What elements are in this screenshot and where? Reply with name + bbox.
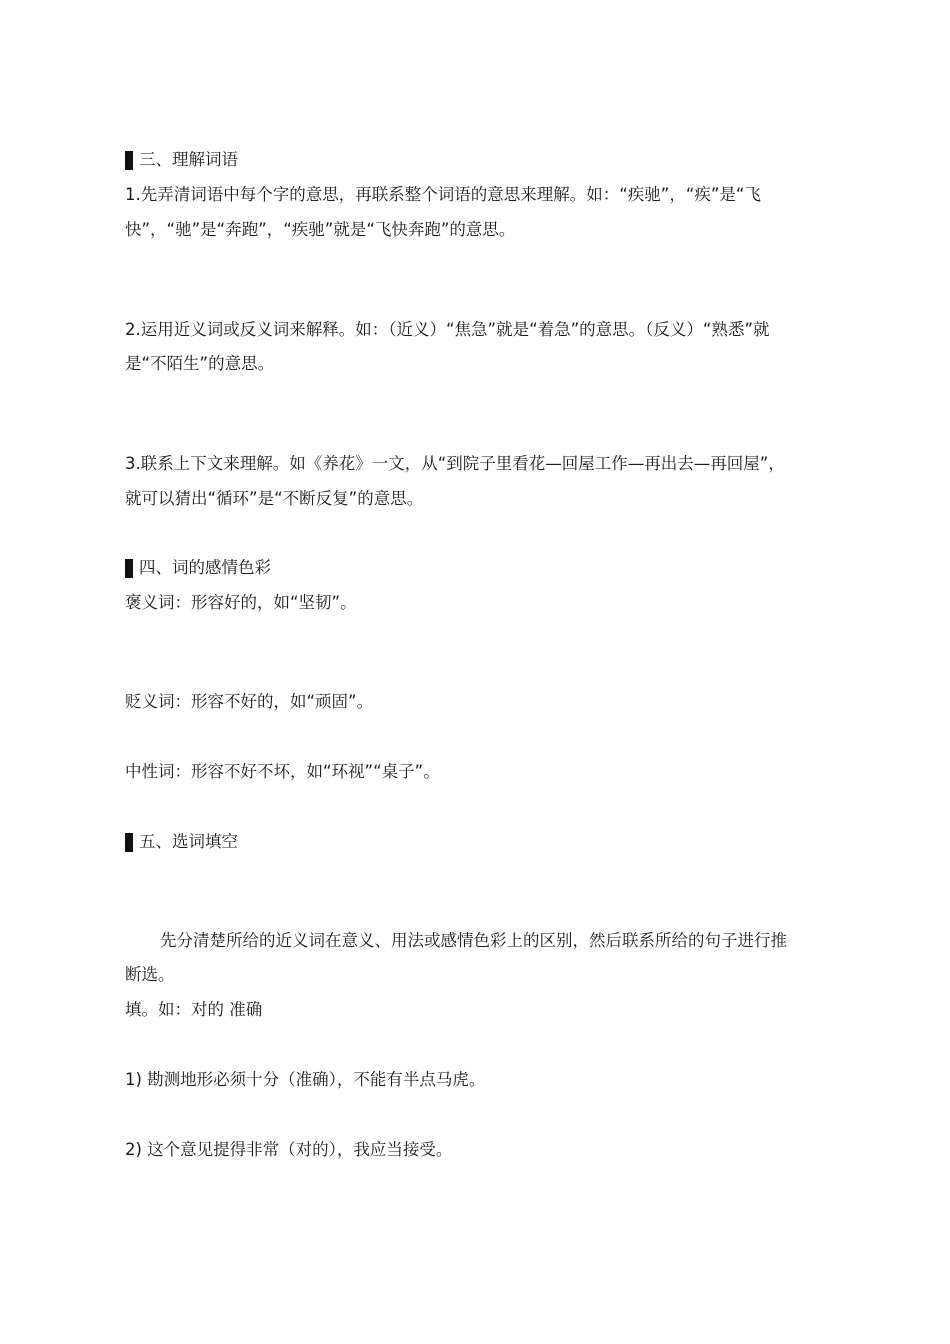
derogatory-line: 贬义词：形容不好的，如“顽固”。 [125,692,374,711]
paragraph-line: 就可以猜出“循环”是“不断反复”的意思。 [125,489,424,508]
section-heading-understand-words [125,148,835,172]
example-item: 2) 这个意见提得非常（对的），我应当接受。 [125,1140,453,1159]
heading-text: 五、选词填空 [139,832,238,851]
paragraph-line: 先分清楚所给的近义词在意义、用法或感情色彩上的区别，然后联系所给的句子进行推 [160,931,787,950]
paragraph-line: 1.先弄清词语中每个字的意思，再联系整个词语的意思来理解。如：“疾驰”，“疾”是“飞 [125,185,761,204]
paragraph-line: 快”，“驰”是“奔跑”，“疾驰”就是“飞快奔跑”的意思。 [125,220,516,239]
heading-marker-bar [125,559,133,578]
example-line: 填。如：对的 准确 [125,1000,263,1019]
example-item: 1) 勘测地形必须十分（准确），不能有半点马虎。 [125,1070,486,1089]
heading-marker-bar [125,833,133,852]
commendatory-line: 褒义词：形容好的，如“坚韧”。 [125,593,357,612]
paragraph-line: 是“不陌生”的意思。 [125,354,275,373]
paragraph-line: 3.联系上下文来理解。如《养花》一文，从“到院子里看花—回屋工作—再出去—再回屋”， [125,454,785,473]
heading-text: 四、词的感情色彩 [139,558,271,577]
heading-marker-bar [125,151,133,170]
section-heading-word-emotion [125,556,835,580]
paragraph-line: 2.运用近义词或反义词来解释。如：（近义）“焦急”就是“着急”的意思。（反义）“熟悉”就 [125,320,770,339]
paragraph-line: 断选。 [125,965,175,984]
section-heading-word-choice [125,830,835,854]
neutral-line: 中性词：形容不好不坏，如“环视”“桌子”。 [125,762,440,781]
heading-text: 三、理解词语 [139,150,238,169]
